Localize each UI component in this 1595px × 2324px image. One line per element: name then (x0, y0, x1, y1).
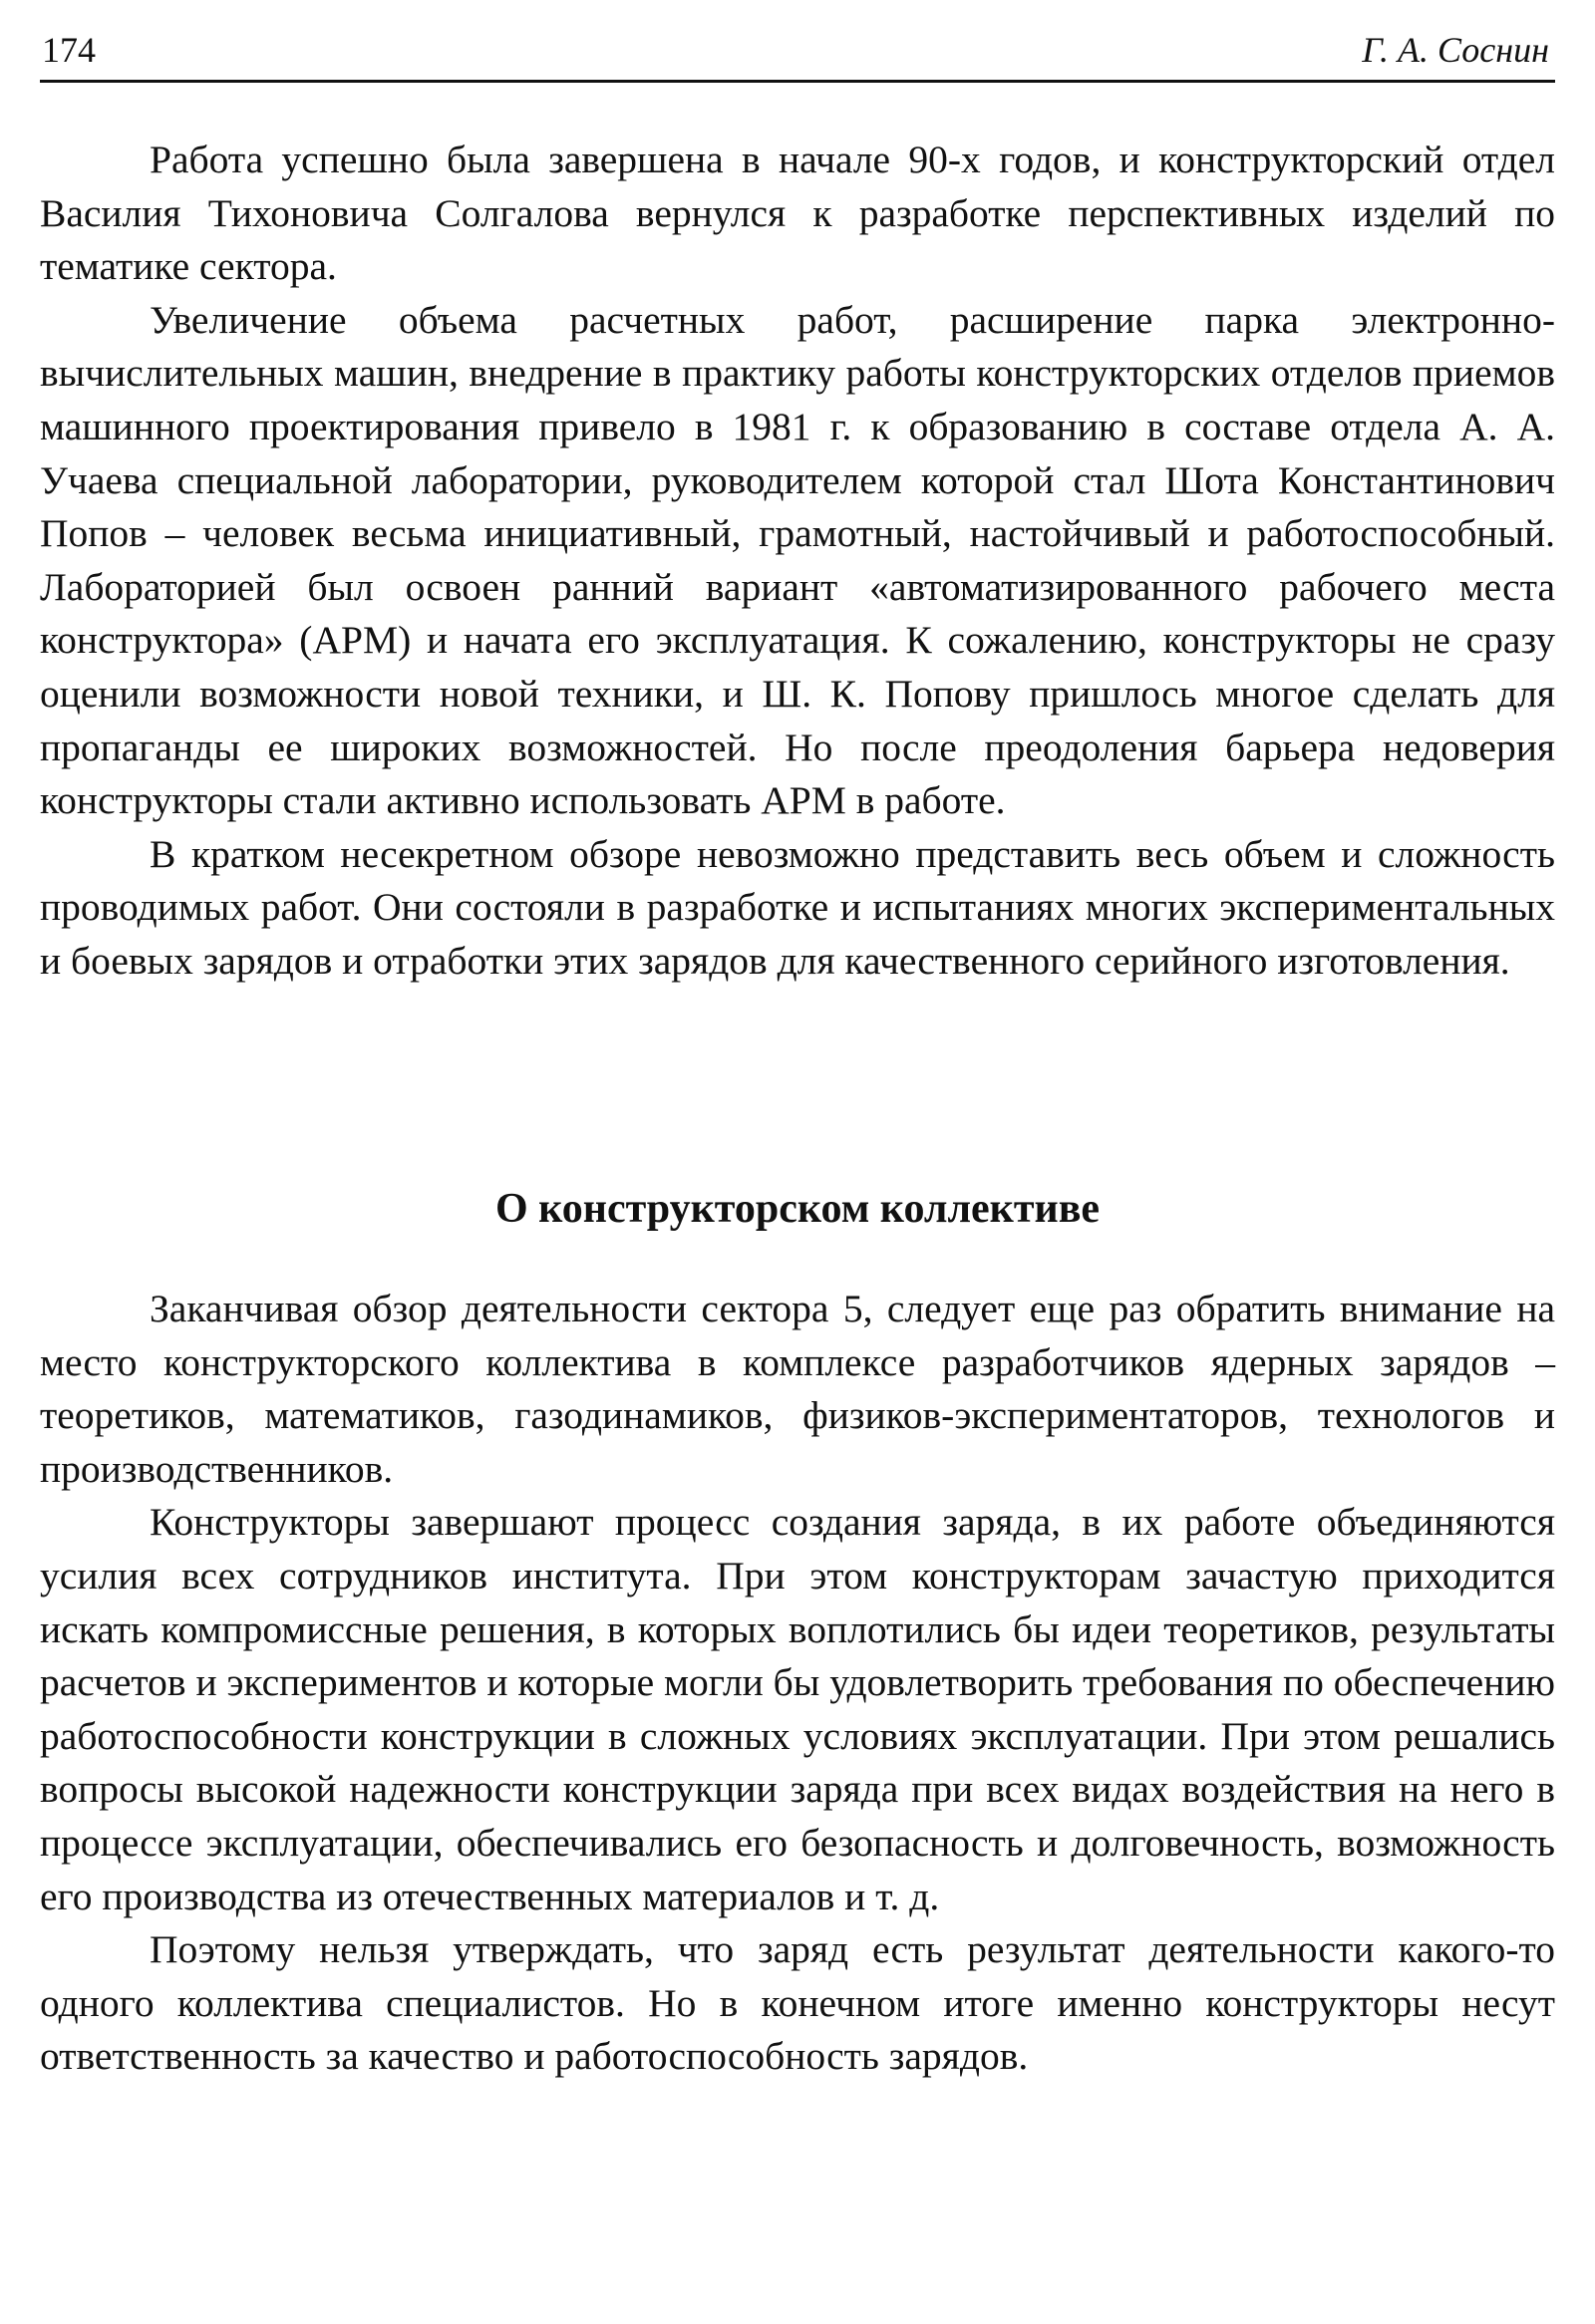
page-number: 174 (42, 30, 96, 70)
paragraph: Увеличение объема расчетных работ, расширение парка электронно-вычислительных машин, внедрение в практику работы конструкторских отделов приемов машинного проектирования привело в 1981 г. к образованию в составе отдела А. А. Учаева специальной лаборатории, руководителем которой стал Шота Константинович Попов – человек весьма инициативный, грамотный, настойчивый и работоспособный. Лабораторией был освоен ранний вариант «автоматизированного рабочего места конструктора» (АРМ) и начата его эксплуатация. К сожалению, конструкторы не сразу оценили возможности новой техники, и Ш. К. Попову пришлось многое сделать для пропаганды ее широких возможностей. Но после преодоления барьера недоверия конструкторы стали активно использовать АРМ в работе. (40, 297, 1555, 823)
running-author: Г. А. Соснин (1362, 30, 1549, 70)
paragraph: Работа успешно была завершена в начале 90-х годов, и конструкторский отдел Василия Тихоновича Солгалова вернулся к разработке перспективных изделий по тематике сектора. (40, 138, 1555, 289)
paragraph: Конструкторы завершают процесс создания заряда, в их работе объединяются усилия всех сотрудников института. При этом конструкторам зачастую приходится искать компромиссные решения, в которых воплотились бы идеи теоретиков, результаты расчетов и экспериментов и которые могли бы удовлетворить требования по обеспечению работоспособности конструкции в сложных условиях эксплуатации. При этом решались вопросы высокой надежности конструкции заряда при всех видах воздействия на него в процессе эксплуатации, обеспечивались его безопасность и долговечность, возможность его производства из отечественных материалов и т. д. (40, 1500, 1555, 1918)
paragraph: Поэтому нельзя утверждать, что заряд есть результат деятельности какого-то одного коллектива специалистов. Но в конечном итоге именно конструкторы несут ответственность за качество и работоспособность зарядов. (40, 1927, 1555, 2079)
paragraph: Заканчивая обзор деятельности сектора 5, следует еще раз обратить внимание на место конструкторского коллектива в комплексе разработчиков ядерных зарядов – теоретиков, математиков, газодинамиков, физиков-экспериментаторов, технологов и производственников. (40, 1287, 1555, 1491)
book-page (40, 0, 1555, 2324)
text-block-top (40, 134, 1555, 989)
paragraph: В кратком несекретном обзоре невозможно представить весь объем и сложность проводимых работ. Они состояли в разработке и испытаниях многих экспериментальных и боевых зарядов и отработки этих зарядов для качественного серийного изготовления. (40, 831, 1555, 983)
text-block-bottom (40, 1283, 1555, 2084)
running-header (40, 20, 1555, 83)
section-heading: О конструкторском коллективе (494, 1186, 1101, 1232)
